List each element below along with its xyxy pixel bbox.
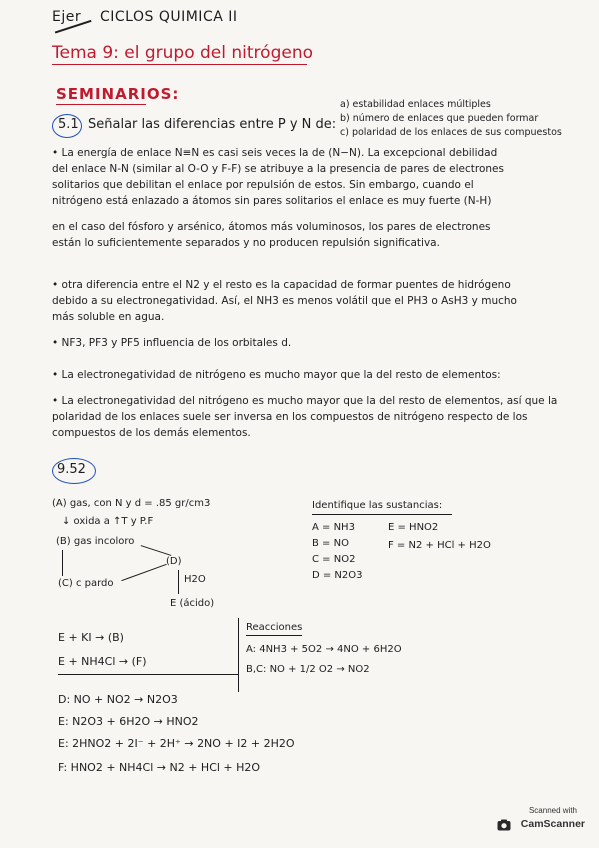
- crossed-out-word: Ejer: [52, 9, 82, 25]
- option-c: c) polaridad de los enlaces de sus compuestos: [340, 127, 562, 138]
- answer-4-line-1: • La electronegatividad de nitrógeno es mucho mayor que la del resto de elementos:: [52, 369, 501, 381]
- answer-1-line-4: nitrógeno está enlazado a átomos sin pares solitarios el enlace es muy fuerte (N-H): [52, 195, 492, 207]
- exercise-question: Señalar las diferencias entre P y N de:: [88, 117, 337, 132]
- scheme-arrow-d-e: [178, 570, 179, 594]
- camscanner-brand: CamScanner: [520, 818, 585, 830]
- reacciones-underline: [246, 635, 302, 636]
- answer-2-line-2: debido a su electronegatividad. Así, el NH3 es menos volátil que el PH3 o AsH3 y mucho: [52, 295, 517, 307]
- answer-5-line-1: • La electronegatividad del nitrógeno es mucho mayor que la del resto de elementos, así que la: [52, 395, 558, 407]
- camscanner-stamp: [497, 806, 585, 836]
- reaction-e-ki: E + KI → (B): [58, 631, 124, 644]
- equation-f: F: HNO2 + NH4Cl → N2 + HCl + H2O: [58, 761, 261, 774]
- reaccion-bc: B,C: NO + 1/2 O2 → NO2: [246, 664, 370, 675]
- topic-title: Tema 9: el grupo del nitrógeno: [52, 43, 314, 63]
- identify-title: Identifique las sustancias:: [312, 500, 443, 511]
- answer-2-line-1: • otra diferencia entre el N2 y el resto es la capacidad de formar puentes de hidrógeno: [52, 279, 511, 291]
- equation-e-1: E: N2O3 + 6H2O → HNO2: [58, 715, 199, 728]
- answer-5-line-2: polaridad de los enlaces suele ser inversa en los compuestos de nitrógeno respecto de los: [52, 411, 528, 423]
- answer-5-line-3: compuestos de los demás elementos.: [52, 427, 251, 439]
- reaccion-a: A: 4NH3 + 5O2 → 4NO + 6H2O: [246, 644, 402, 655]
- camera-icon: [497, 819, 511, 831]
- answer-1-line-6: están lo suficientemente separados y no producen repulsión significativa.: [52, 237, 440, 249]
- identify-c: C = NO2: [312, 554, 356, 565]
- reacciones-title: Reacciones: [246, 622, 303, 633]
- scheme-c: (C) c pardo: [58, 578, 114, 589]
- answer-3-line-1: • NF3, PF3 y PF5 influencia de los orbitales d.: [52, 337, 292, 349]
- identify-underline: [312, 514, 452, 515]
- scanned-with-label: Scanned with: [528, 806, 577, 815]
- reacciones-bracket: [238, 618, 239, 692]
- scheme-arrow-b-to-d: [141, 545, 172, 556]
- scheme-h2o: H2O: [184, 574, 206, 585]
- exercise-number: 5.1: [58, 117, 79, 132]
- scheme-arrow-b-c: [62, 550, 63, 576]
- seminarios-heading: SEMINARIOS:: [56, 85, 180, 103]
- exercise-952-number: 9.52: [57, 462, 86, 477]
- identify-b: B = NO: [312, 538, 349, 549]
- topic-underline: [52, 64, 307, 65]
- answer-1-line-5: en el caso del fósforo y arsénico, átomos más voluminosos, los pares de electrones: [52, 221, 491, 233]
- answer-1-line-1: • La energía de enlace N≡N es casi seis veces la de (N−N). La excepcional debilidad: [52, 147, 498, 159]
- equation-d: D: NO + NO2 → N2O3: [58, 693, 178, 706]
- seminarios-underline: [56, 104, 146, 105]
- notes-header-title: CICLOS QUIMICA II: [100, 9, 238, 25]
- identify-a: A = NH3: [312, 522, 355, 533]
- reaction-e-nh4cl: E + NH4Cl → (F): [58, 655, 147, 668]
- identify-f: F = N2 + HCl + H2O: [388, 540, 491, 551]
- answer-1-line-2: del enlace N-N (similar al O-O y F-F) se atribuye a la presencia de pares de electrones: [52, 163, 504, 175]
- reaction-divider: [58, 674, 238, 675]
- identify-e: E = HNO2: [388, 522, 439, 533]
- scheme-a: (A) gas, con N y d = .85 gr/cm3: [52, 498, 211, 509]
- scheme-e: E (ácido): [170, 598, 215, 609]
- answer-1-line-3: solitarios que debilitan el enlace por repulsión de estos. Sin embargo, cuando el: [52, 179, 474, 191]
- option-a: a) estabilidad enlaces múltiples: [340, 99, 491, 110]
- scheme-oxida: ↓ oxida a ↑T y P.F: [62, 516, 154, 527]
- equation-e-2: E: 2HNO2 + 2I⁻ + 2H⁺ → 2NO + I2 + 2H2O: [58, 737, 295, 750]
- identify-d: D = N2O3: [312, 570, 363, 581]
- option-b: b) número de enlaces que pueden formar: [340, 113, 539, 124]
- answer-2-line-3: más soluble en agua.: [52, 311, 165, 323]
- scheme-b: (B) gas incoloro: [56, 536, 135, 547]
- scheme-d: (D): [166, 556, 182, 567]
- scheme-arrow-to-d: [121, 564, 166, 581]
